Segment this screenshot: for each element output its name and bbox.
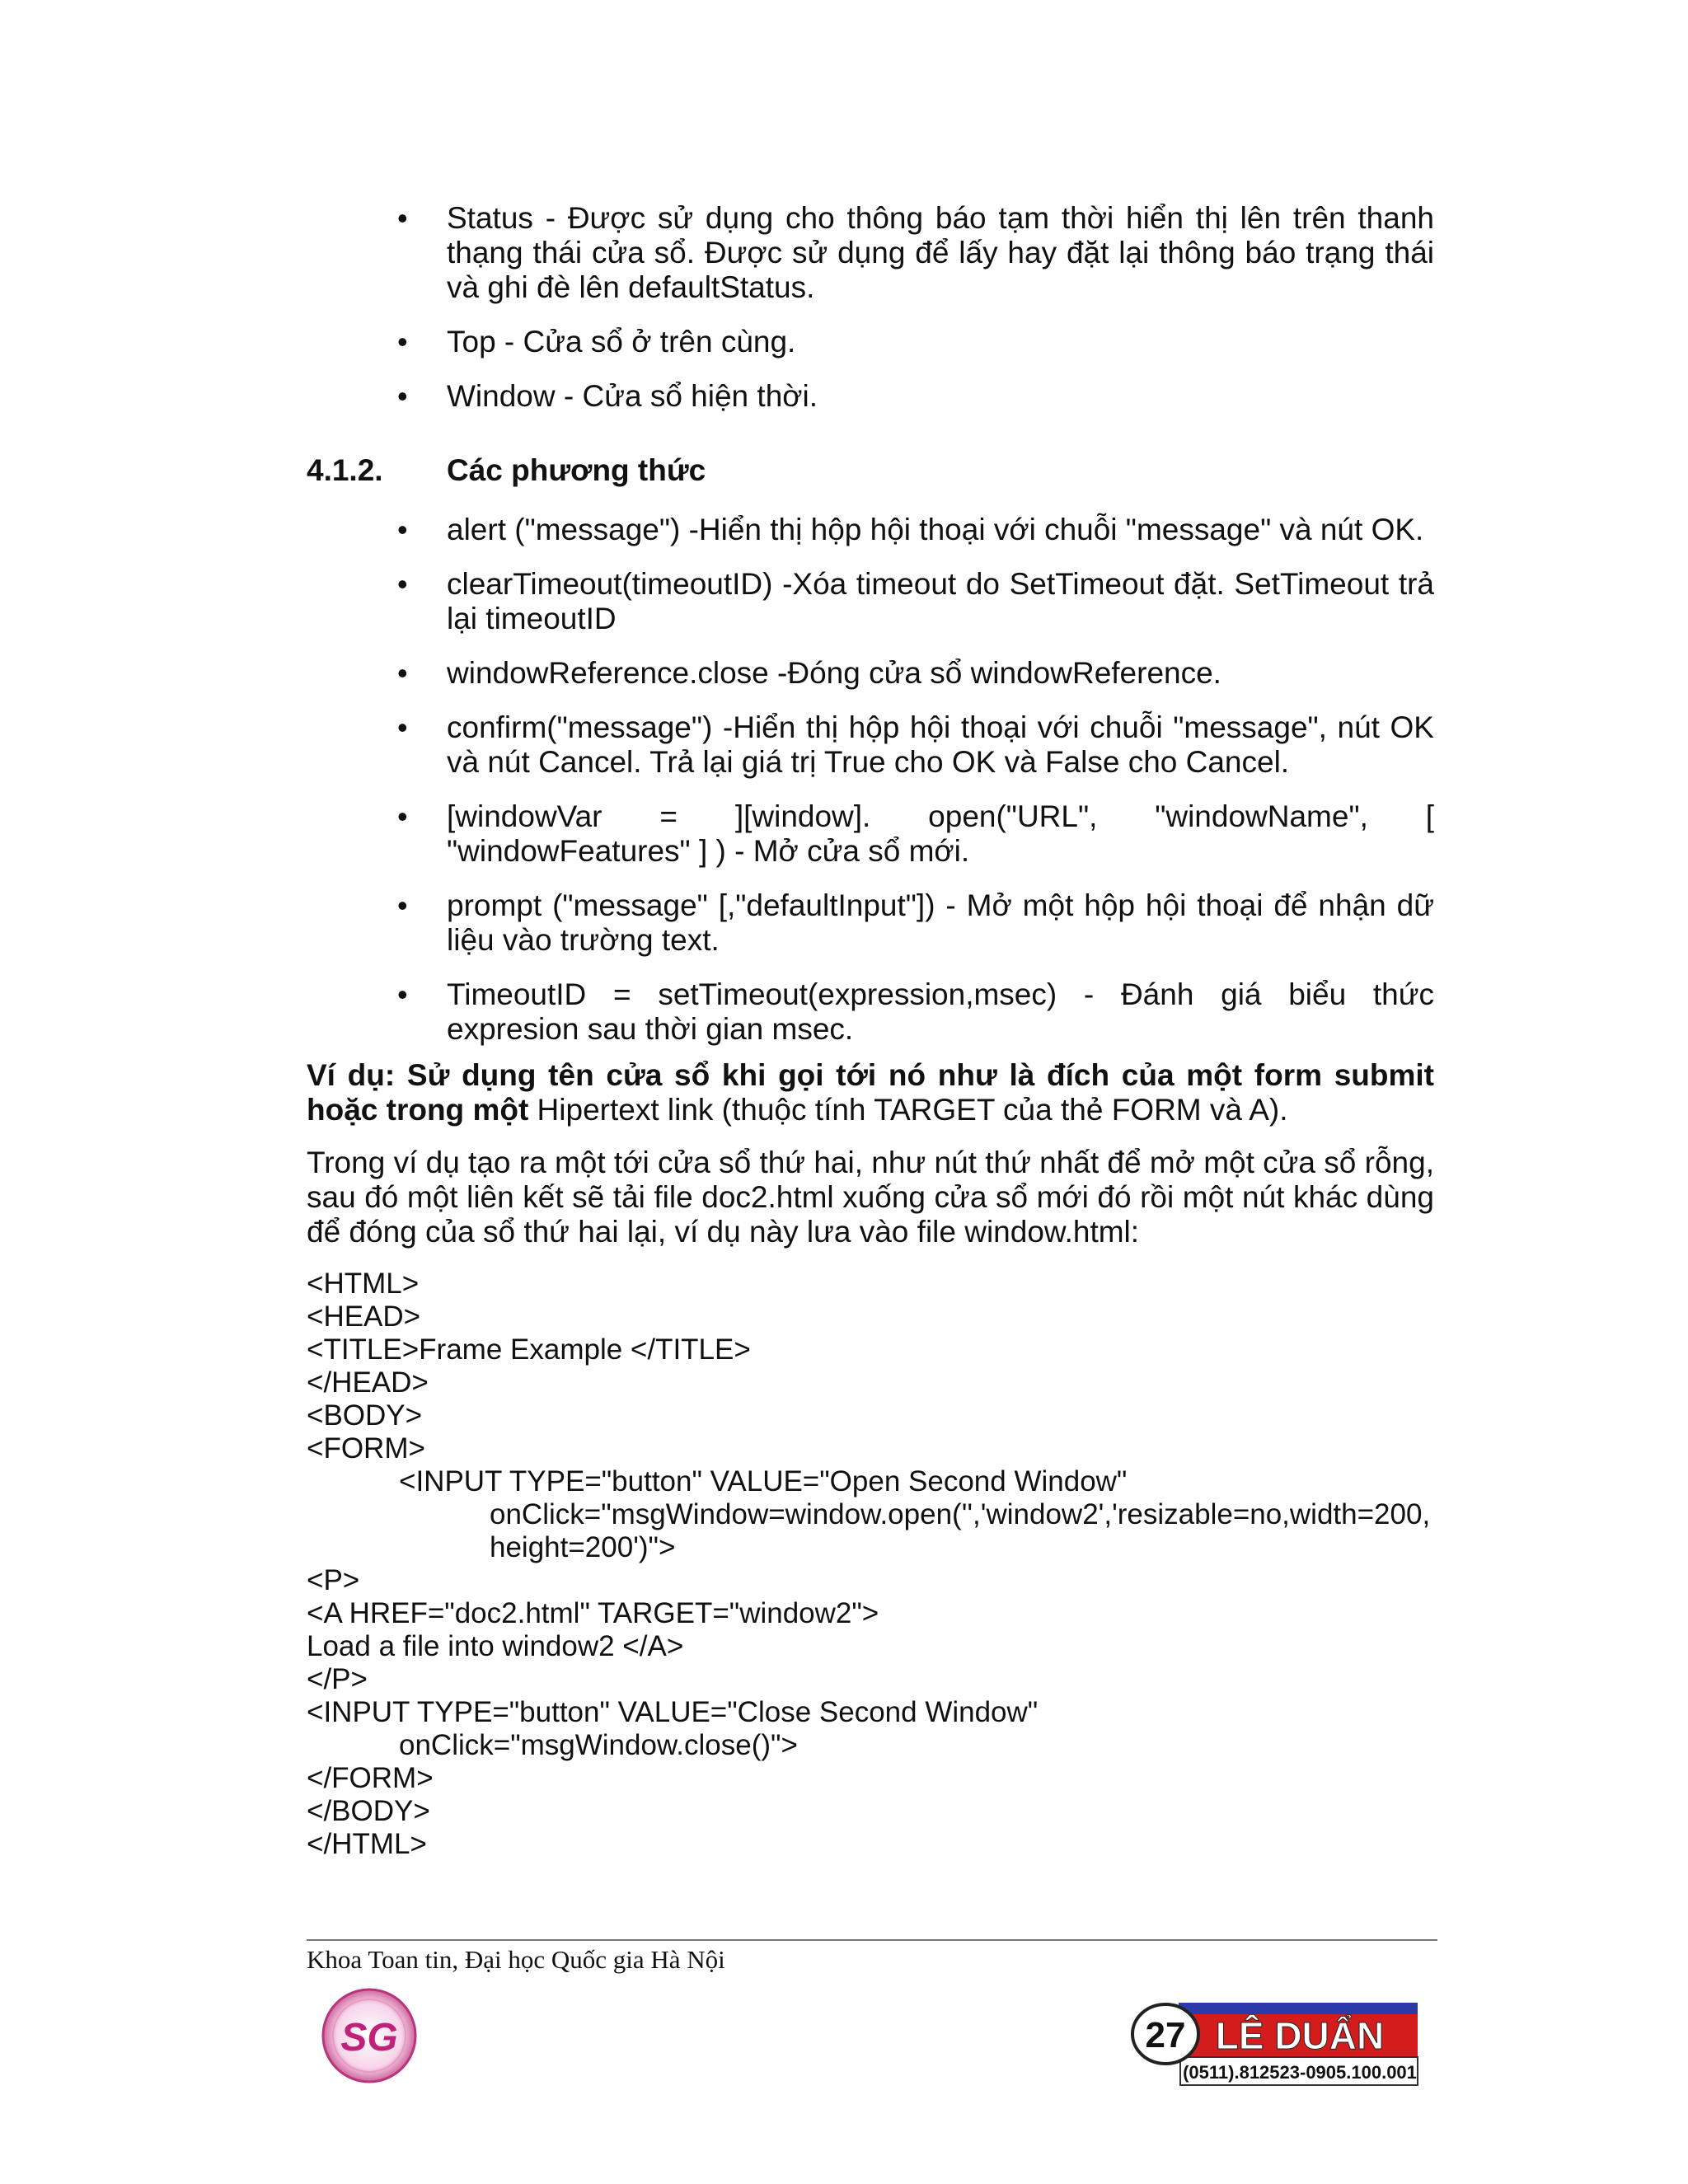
example-heading xyxy=(307,1058,1434,1127)
list-item: • confirm("message") -Hiển thị hộp hội thoại với chuỗi "message", nút OK và nút Cancel. Trả lại giá trị True cho OK và False cho Cancel. xyxy=(307,710,1434,780)
list-item: • clearTimeout(timeoutID) -Xóa timeout do SetTimeout đặt. SetTimeout trả lại timeoutID xyxy=(307,567,1434,636)
section-number: 4.1.2. xyxy=(307,453,383,487)
code-line: <P> xyxy=(307,1564,360,1596)
footer-divider xyxy=(307,1939,1437,1941)
code-line: </HTML> xyxy=(307,1828,427,1860)
code-line: height=200')"> xyxy=(490,1531,676,1563)
code-line: <INPUT TYPE="button" VALUE="Open Second Window" xyxy=(399,1465,1128,1497)
list-item: • alert ("message") -Hiển thị hộp hội thoại với chuỗi "message" và nút OK. xyxy=(307,513,1434,547)
le-duan-logo-icon xyxy=(1131,1998,1421,2088)
code-line: <INPUT TYPE="button" VALUE="Close Second Window" xyxy=(307,1696,1039,1728)
list-item: • Status - Được sử dụng cho thông báo tạm thời hiển thị lên trên thanh thạng thái cửa sổ. Được sử dụng để lấy hay đặt lại thông báo trạng thái và ghi đè lên defaultStatus. xyxy=(307,201,1434,305)
code-line: <BODY> xyxy=(307,1399,423,1432)
example-rest: Hipertext link (thuộc tính TARGET của thẻ FORM và A). xyxy=(528,1093,1288,1127)
code-line: </BODY> xyxy=(307,1795,430,1827)
method-list xyxy=(307,513,1434,1047)
code-line: <A HREF="doc2.html" TARGET="window2"> xyxy=(307,1597,879,1629)
code-line: onClick="msgWindow.close()"> xyxy=(399,1729,798,1761)
document-body xyxy=(307,201,1434,1861)
code-line: onClick="msgWindow=window.open('','window2','resizable=no,width=200, xyxy=(490,1498,1431,1530)
code-line: <TITLE>Frame Example </TITLE> xyxy=(307,1333,751,1366)
list-item: • windowReference.close -Đóng cửa sổ windowReference. xyxy=(307,656,1434,691)
code-line: <HTML> xyxy=(307,1268,420,1300)
section-heading xyxy=(307,453,1434,488)
code-block xyxy=(307,1268,1434,1861)
section-title: Các phương thức xyxy=(447,453,706,487)
logo-name: LÊ DUẨN xyxy=(1215,2014,1385,2057)
code-line: Load a file into window2 </A> xyxy=(307,1630,684,1662)
sg-logo-text: SG xyxy=(340,2016,398,2060)
code-line: </HEAD> xyxy=(307,1366,429,1399)
property-list xyxy=(307,201,1434,414)
code-line: </P> xyxy=(307,1663,368,1695)
logo-number: 27 xyxy=(1145,2015,1186,2055)
code-line: <FORM> xyxy=(307,1432,425,1465)
list-item: • TimeoutID = setTimeout(expression,msec) - Đánh giá biểu thức expresion sau thời gian msec. xyxy=(307,977,1434,1047)
list-item: • Window - Cửa sổ hiện thời. xyxy=(307,379,1434,414)
example-paragraph: Trong ví dụ tạo ra một tới cửa sổ thứ hai, như nút thứ nhất để mở một cửa sổ rỗng, sau đó một liên kết sẽ tải file doc2.html xuống cửa sổ mới đó rồi một nút khác dùng để đóng của sổ thứ hai lại, ví dụ này lưa vào file window.html: xyxy=(307,1146,1434,1249)
list-item: • prompt ("message" [,"defaultInput"]) - Mở một hộp hội thoại để nhận dữ liệu vào trường text. xyxy=(307,888,1434,958)
example-bold: Ví dụ: Sử dụng tên cửa sổ khi gọi tới nó như là đích của một form submit hoặc trong một xyxy=(307,1058,1434,1127)
footer-text: Khoa Toan tin, Đại học Quốc gia Hà Nội xyxy=(307,1945,725,1974)
list-item: • Top - Cửa sổ ở trên cùng. xyxy=(307,325,1434,359)
sg-logo-icon xyxy=(320,1986,419,2085)
code-line: </FORM> xyxy=(307,1762,434,1794)
list-item: • [windowVar = ][window]. open("URL", "windowName", [ "windowFeatures" ] ) - Mở cửa sổ mới. xyxy=(307,799,1434,869)
code-line: <HEAD> xyxy=(307,1301,421,1333)
logo-phone: (0511).812523-0905.100.001 xyxy=(1183,2062,1417,2083)
